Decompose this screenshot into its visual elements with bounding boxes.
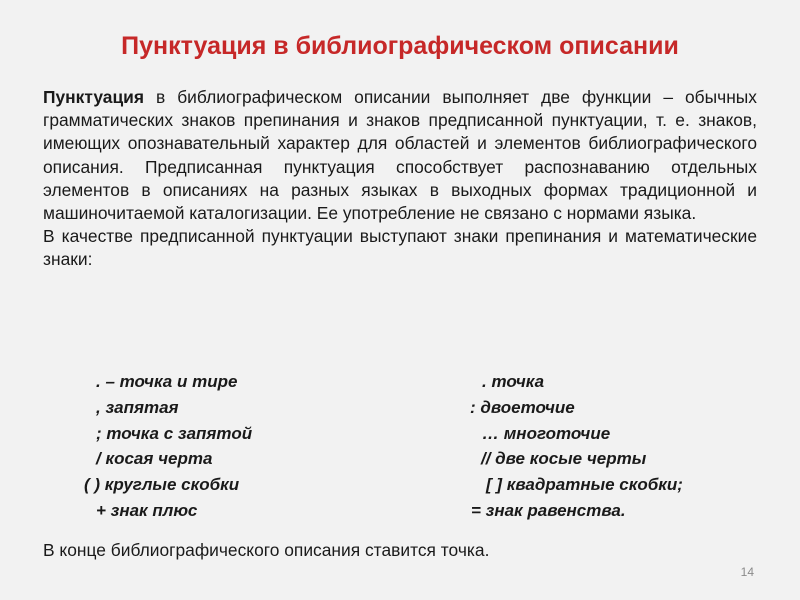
mark-right-item: [ ] квадратные скобки; [486,475,683,495]
mark-right-item: = знак равенства. [471,500,626,520]
mark-row [0,372,800,398]
mark-row [0,449,800,475]
slide-title: Пунктуация в библиографическом описании [121,32,679,60]
body-text [43,86,757,272]
intro-paragraph [43,86,757,225]
punctuation-marks-list [0,372,800,527]
mark-right-item: : двоеточие [470,397,575,417]
mark-row [0,398,800,424]
mark-right-item: . точка [482,372,545,391]
intro-bold-term: Пунктуация [43,87,144,107]
closing-sentence: В конце библиографического описания ставится точка. [43,540,490,560]
mark-left-item: ; точка с запятой [96,423,253,443]
mark-right-item: // две косые черты [481,449,647,469]
mark-row [0,424,800,450]
mark-row [0,475,800,501]
mark-left-item: . – точка и тире [96,372,238,391]
mark-left-item: + знак плюс [96,500,198,520]
mark-right-item: … многоточие [482,423,611,443]
intro-text: в библиографическом описании выполняет две функции – обычных грамматических знаков препинания и знаков предписанной пунктуации, т. е. знаков, имеющих опознавательный характер для областей и элементов библиографического описания. Предписанная пунктуация способствует распознаванию отдельных элементов в описаниях на разных языках в выходных формах традиционной и машиночитаемой каталогизации. Ее употребление не связано с нормами языка. [43,87,757,224]
mark-left-item: ( ) круглые скобки [84,475,240,495]
mark-row [0,501,800,527]
mark-left-item: , запятая [96,397,179,417]
second-paragraph: В качестве предписанной пунктуации выступают знаки препинания и математические знаки: [43,226,757,270]
page-number: 14 [740,565,754,579]
mark-left-item: / косая черта [96,449,213,469]
